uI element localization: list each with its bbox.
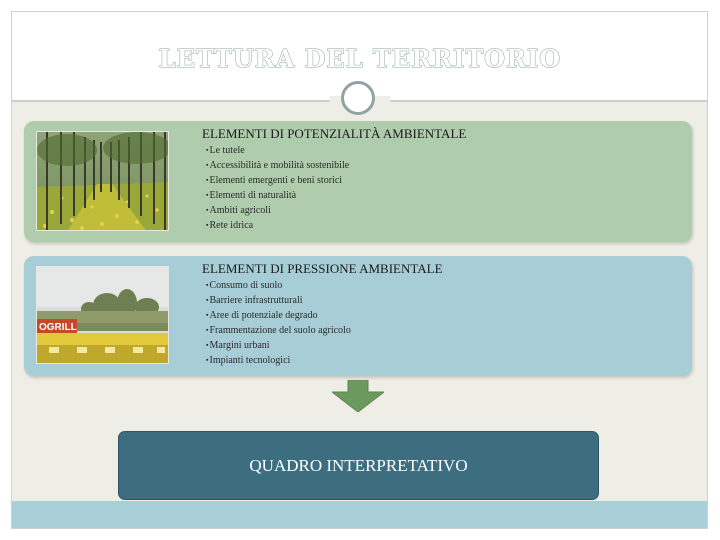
panel-potenzialita (24, 121, 692, 242)
quadro-interpretativo-box (119, 432, 598, 499)
panel-title: ELEMENTI DI PRESSIONE AMBIENTALE (202, 261, 443, 276)
list-item: ▪ Accessibilità e mobilità sostenibile (206, 158, 349, 173)
autogrill-roadside-photo (36, 266, 169, 364)
list-item: ▪ Ambiti agricoli (206, 203, 349, 218)
list-item: ▪ Margini urbani (206, 338, 351, 353)
list-item: ▪ Elementi emergenti e beni storici (206, 173, 349, 188)
poplar-grove-photo (36, 131, 169, 231)
down-arrow-icon (332, 380, 384, 412)
list-item: ▪ Le tutele (206, 143, 349, 158)
list-item: ▪ Impianti tecnologici (206, 353, 351, 368)
panel-pressione (24, 256, 692, 376)
list-item: ▪ Aree di potenziale degrado (206, 308, 351, 323)
panel-title: ELEMENTI DI POTENZIALITÀ AMBIENTALE (202, 126, 467, 141)
slide-title: LETTURA DEL TERRITORIO (158, 44, 562, 73)
panel-bullet-list (206, 143, 349, 233)
list-item: ▪ Elementi di naturalità (206, 188, 349, 203)
list-item: ▪ Frammentazione del suolo agricolo (206, 323, 351, 338)
photo-sign-text: OGRILL (39, 322, 77, 333)
panel-bullet-list (206, 278, 351, 368)
result-label: QUADRO INTERPRETATIVO (249, 456, 468, 475)
list-item: ▪ Rete idrica (206, 218, 349, 233)
footer-band (12, 501, 707, 528)
list-item: ▪ Barriere infrastrutturali (206, 293, 351, 308)
list-item: ▪ Consumo di suolo (206, 278, 351, 293)
circle-ornament-icon (341, 81, 375, 115)
